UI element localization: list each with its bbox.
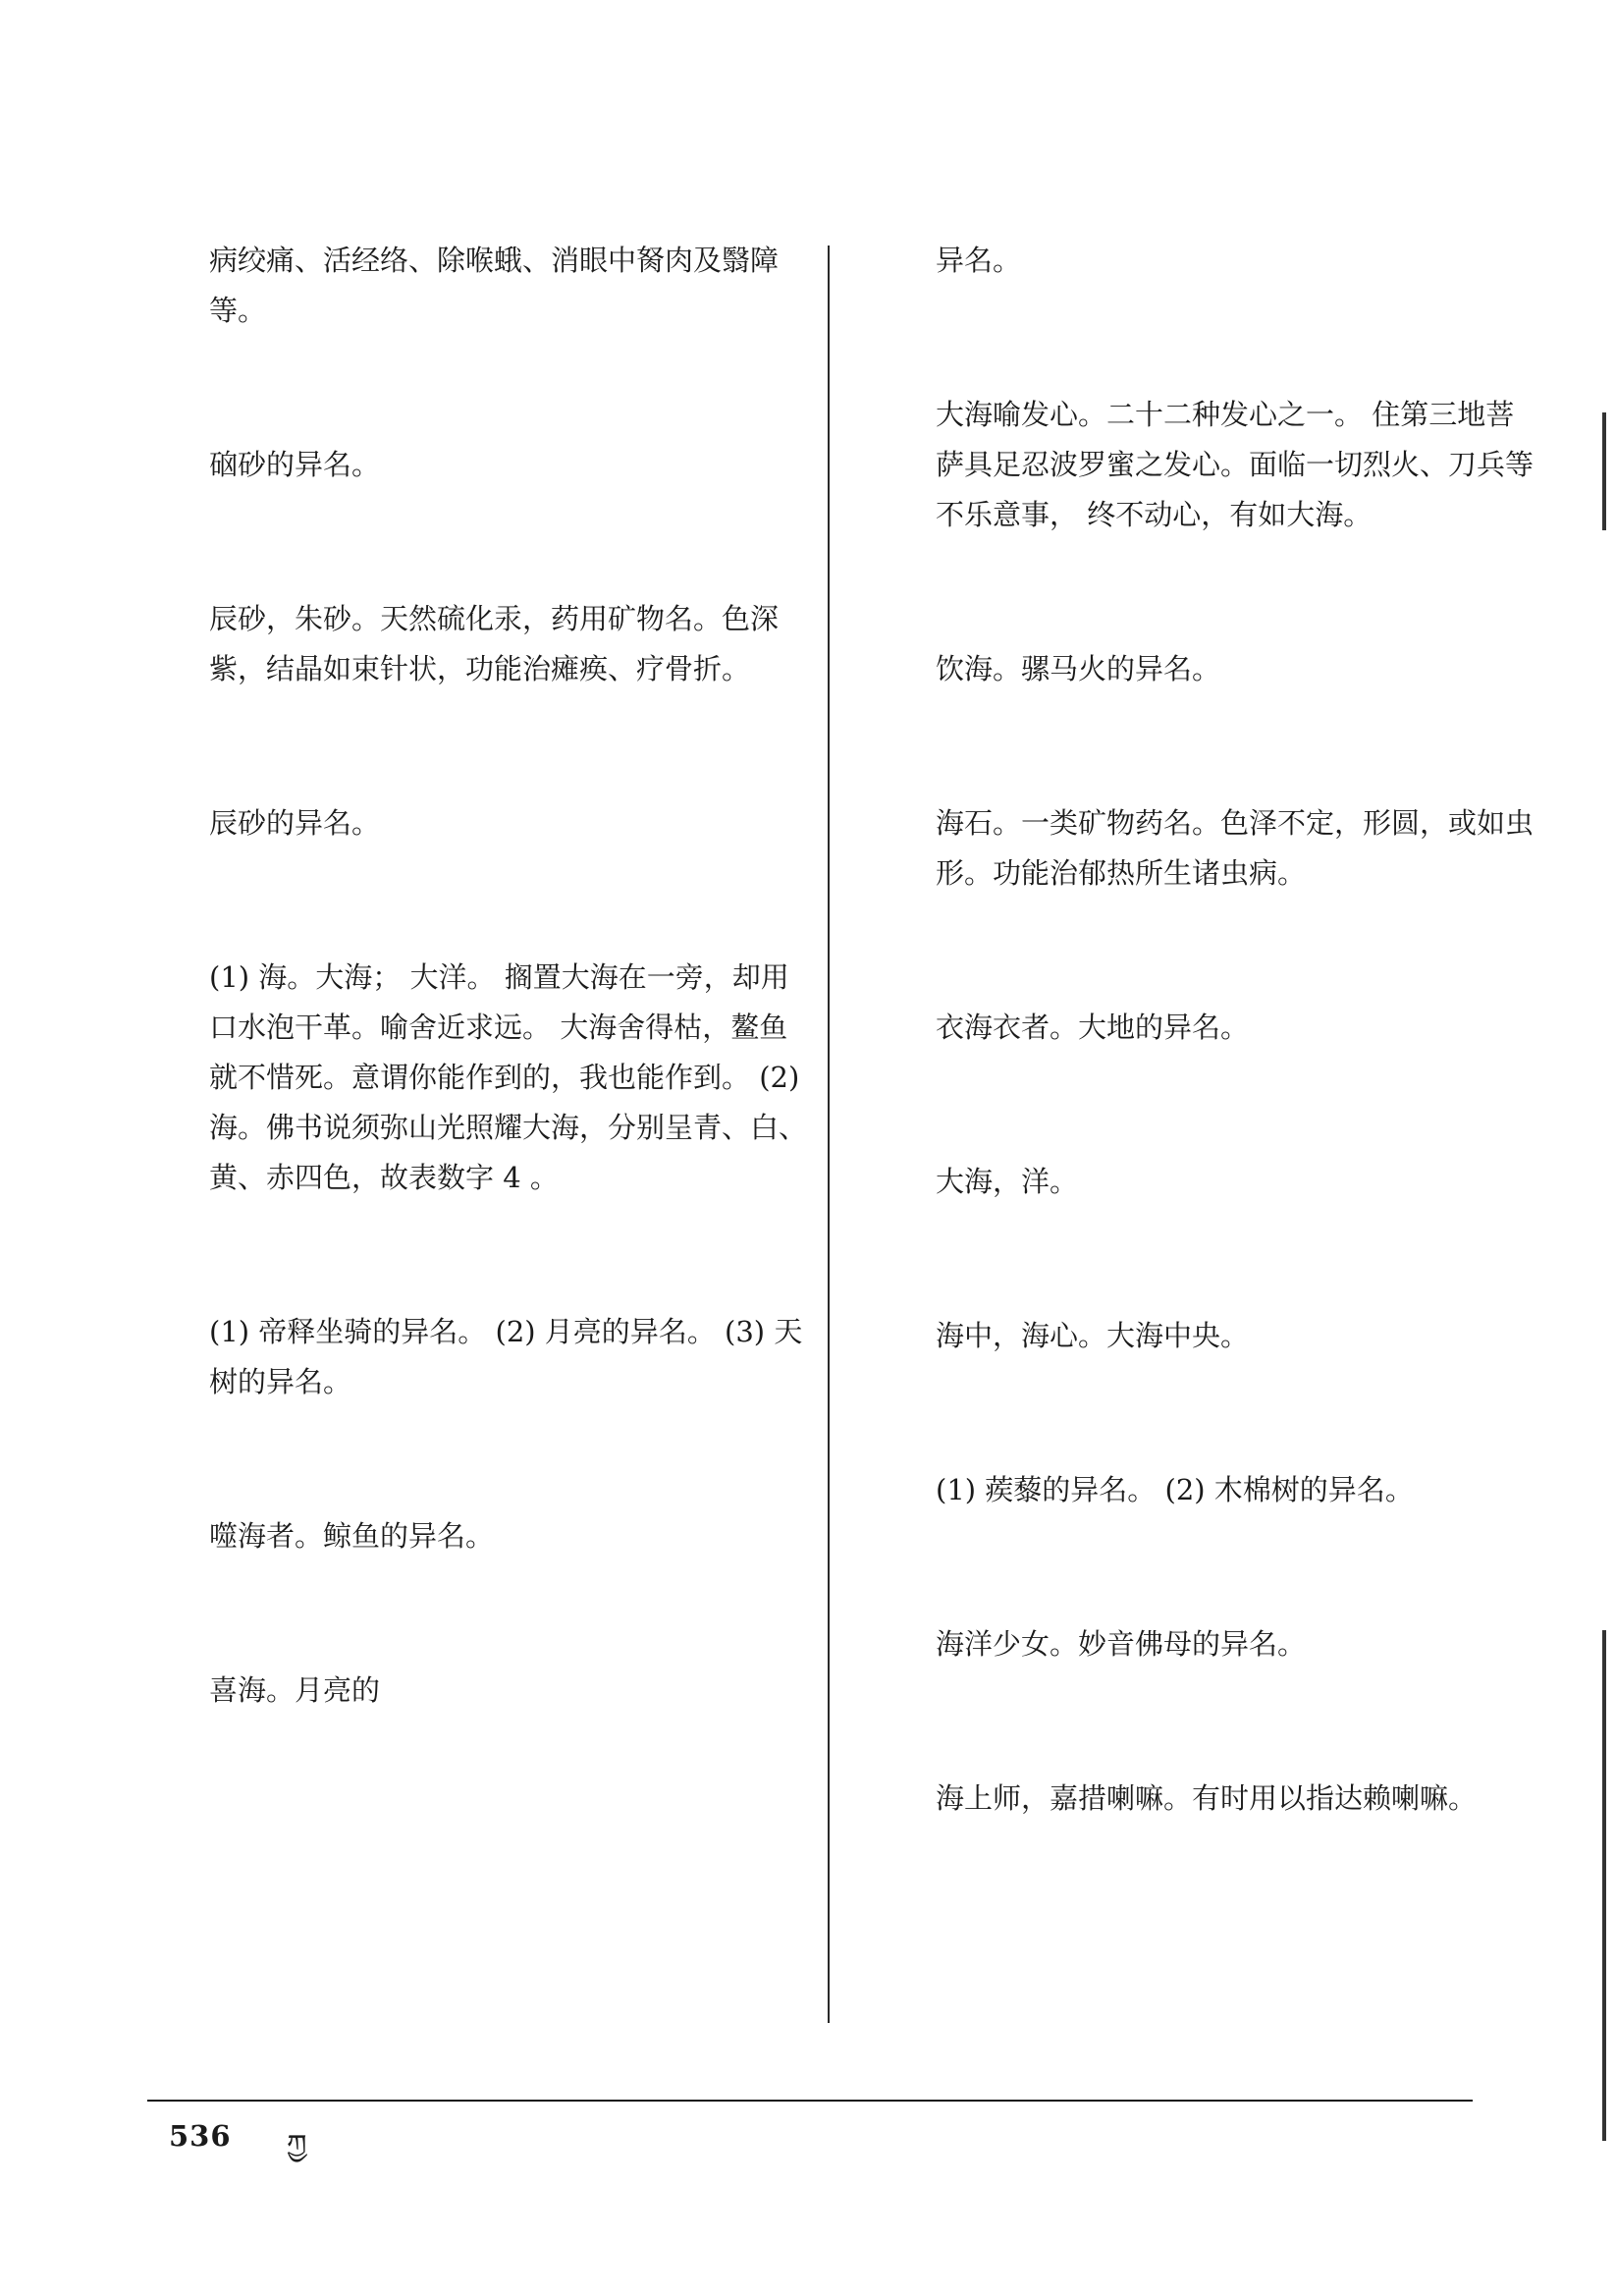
entry-chinese-gloss: 硇砂的异名。 bbox=[209, 448, 381, 481]
entry-headword bbox=[889, 698, 1536, 748]
entry-headword bbox=[162, 1207, 810, 1257]
entry-tibetan-definition bbox=[889, 1723, 1536, 1774]
dictionary-entry bbox=[162, 1411, 810, 1561]
entry-headword bbox=[889, 1828, 1536, 1878]
entry-chinese-gloss: 噬海者。鲸鱼的异名。 bbox=[209, 1519, 495, 1553]
entry-headword bbox=[889, 902, 1536, 953]
entry-tibetan-definition bbox=[162, 544, 810, 594]
scan-edge-mark bbox=[1602, 412, 1606, 530]
entry-tibetan-definition bbox=[889, 1569, 1536, 1619]
dictionary-entry bbox=[889, 1519, 1536, 1669]
entry-chinese-gloss: 异名。 bbox=[936, 244, 1022, 277]
entry-headword bbox=[889, 544, 1536, 594]
entry-tibetan-definition bbox=[889, 340, 1536, 390]
dictionary-entry bbox=[889, 544, 1536, 694]
entry-tibetan-definition bbox=[162, 390, 810, 440]
entry-tibetan-definition bbox=[162, 902, 810, 953]
right-column bbox=[889, 236, 1536, 1932]
entry-headword bbox=[162, 1565, 810, 1615]
entry-chinese-gloss: 衣海衣者。大地的异名。 bbox=[936, 1011, 1250, 1044]
dictionary-entry bbox=[162, 1565, 810, 1716]
dictionary-entry bbox=[889, 1057, 1536, 1207]
entry-headword bbox=[889, 290, 1536, 340]
entry-headword bbox=[889, 1057, 1536, 1107]
entry-tibetan-definition bbox=[162, 748, 810, 798]
dictionary-entry bbox=[889, 236, 1536, 286]
dictionary-entry bbox=[162, 852, 810, 1203]
scan-edge-mark bbox=[1602, 1630, 1606, 2141]
footer-rule bbox=[147, 2100, 1473, 2102]
dictionary-entry bbox=[162, 698, 810, 848]
left-column bbox=[162, 236, 810, 1720]
dictionary-entry bbox=[889, 698, 1536, 899]
running-head: ཀྱ bbox=[287, 2128, 307, 2161]
dictionary-entry bbox=[889, 1673, 1536, 1824]
entry-tibetan-definition bbox=[889, 1261, 1536, 1311]
entry-headword bbox=[889, 1211, 1536, 1261]
dictionary-entry bbox=[162, 1207, 810, 1407]
entry-chinese-gloss: 辰砂的异名。 bbox=[209, 806, 381, 840]
entry-chinese-gloss: (1) 帝释坐骑的异名。 (2) 月亮的异名。 (3) 天树的异名。 bbox=[209, 1315, 803, 1398]
entry-chinese-gloss: (1) 蒺藜的异名。 (2) 木棉树的异名。 bbox=[936, 1473, 1414, 1506]
entry-headword bbox=[162, 852, 810, 902]
entry-tibetan-definition bbox=[889, 748, 1536, 798]
entry-tibetan-definition bbox=[889, 1878, 1536, 1928]
entry-chinese-gloss: 饮海。骡马火的异名。 bbox=[936, 652, 1221, 685]
dictionary-entry bbox=[162, 494, 810, 694]
entry-chinese-gloss: 海石。一类矿物药名。色泽不定，形圆，或如虫形。功能治郁热所生诸虫病。 bbox=[936, 806, 1535, 890]
dictionary-entry bbox=[889, 1828, 1536, 1928]
entry-tibetan-definition bbox=[162, 1615, 810, 1666]
dictionary-entry bbox=[889, 1211, 1536, 1361]
entry-tibetan-definition bbox=[889, 594, 1536, 644]
entry-tibetan-definition bbox=[889, 1415, 1536, 1465]
entry-tibetan-definition bbox=[889, 1107, 1536, 1157]
dictionary-entry bbox=[889, 290, 1536, 540]
dictionary-entry bbox=[162, 340, 810, 490]
dictionary-entry bbox=[889, 1365, 1536, 1515]
entry-headword bbox=[889, 1365, 1536, 1415]
entry-chinese-gloss: 海上师，嘉措喇嘛。有时用以指达赖喇嘛。 bbox=[936, 1781, 1478, 1815]
dictionary-entry bbox=[162, 236, 810, 336]
entry-chinese-gloss: 海洋少女。妙音佛母的异名。 bbox=[936, 1627, 1307, 1661]
entry-chinese-gloss: 大海喻发心。二十二种发心之一。 住第三地菩萨具足忍波罗蜜之发心。面临一切烈火、刀兵等不乐意事， 终不动心，有如大海。 bbox=[936, 398, 1535, 531]
entry-headword bbox=[162, 698, 810, 748]
entry-headword bbox=[889, 1519, 1536, 1569]
entry-chinese-gloss: (1) 海。大海； 大洋。 搁置大海在一旁，却用口水泡干革。喻舍近求远。 大海舍得枯，鳌鱼就不惜死。意谓你能作到的，我也能作到。 (2) 海。佛书说须弥山光照耀大海，分别呈青、白、黄、赤四色，故表数字 4 。 bbox=[209, 960, 808, 1194]
page-number: 536 bbox=[169, 2119, 232, 2153]
entry-chinese-gloss: 病绞痛、活经络、除喉蛾、消眼中胬肉及翳障等。 bbox=[209, 244, 780, 327]
entry-chinese-gloss: 海中，海心。大海中央。 bbox=[936, 1319, 1250, 1352]
entry-tibetan-definition bbox=[162, 1257, 810, 1307]
entry-tibetan-definition bbox=[162, 1461, 810, 1511]
entry-headword bbox=[162, 340, 810, 390]
entry-chinese-gloss: 大海，洋。 bbox=[936, 1165, 1079, 1198]
entry-headword bbox=[162, 1411, 810, 1461]
column-divider bbox=[828, 246, 830, 2023]
entry-chinese-gloss: 辰砂，朱砂。天然硫化汞，药用矿物名。色深紫，结晶如束针状，功能治瘫痪、疗骨折。 bbox=[209, 602, 780, 685]
entry-headword bbox=[889, 1673, 1536, 1723]
dictionary-entry bbox=[889, 902, 1536, 1053]
entry-tibetan-definition bbox=[889, 953, 1536, 1003]
entry-headword bbox=[162, 494, 810, 544]
entry-chinese-gloss: 喜海。月亮的 bbox=[209, 1673, 381, 1707]
